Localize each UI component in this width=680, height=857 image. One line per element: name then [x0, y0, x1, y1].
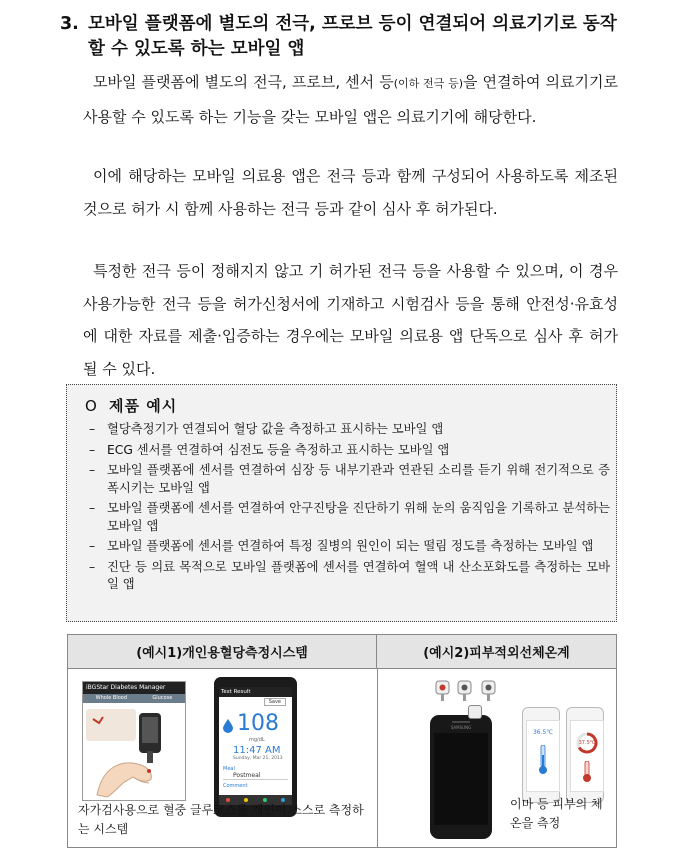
dash-marker: –	[89, 442, 96, 457]
dash-marker: –	[89, 463, 96, 477]
app1-titlebar	[83, 682, 185, 694]
example-item	[85, 500, 610, 535]
paragraph-1-text-end: 을 연결하여 의료기기로 사용할 수 있도록 하는 기능을 갖는 모바일 앱은 의료기기에 해당한다.	[83, 73, 618, 126]
dash-marker: –	[89, 422, 96, 436]
samsung-phone	[430, 715, 492, 839]
thermometer-caption: 이마 등 피부의 체온을 측정	[510, 797, 603, 830]
example-item-text: ECG 센서를 연결하여 심전도 등을 측정하고 표시하는 모바일 앱	[107, 442, 450, 457]
paragraph-2-text: 이에 해당하는 모바일 의료용 앱은 전극 등과 함께 구성되어 사용하도록 제조된 것으로 허가 시 함께 사용하는 전극 등과 같이 심사 후 허가된다.	[83, 167, 618, 218]
temp-screen-2	[570, 720, 604, 792]
examples-title-text: 제품 예시	[109, 397, 178, 415]
dash-marker: –	[89, 501, 96, 515]
thermometer-icon	[582, 761, 592, 783]
thermometer-probes-illustration	[434, 675, 504, 705]
figure-divider	[377, 669, 378, 847]
app1-tab-bar	[83, 694, 185, 703]
paragraph-1	[83, 66, 618, 133]
dash-marker: –	[89, 559, 96, 574]
example-item	[85, 421, 610, 439]
figure-table	[67, 634, 617, 848]
paragraph-3-text: 특정한 전극 등이 정해지지 않고 기 허가된 전극 등을 사용할 수 있으며, 이 경우 사용가능한 전극 등을 허가신청서에 기재하고 시험검사 등을 통해 안전성·유효성에 대한 자료를 제출·입증하는 경우에는 모바일 의료용 앱 단독으로 심사 후 허가 될 수 있다.	[83, 262, 618, 378]
example-item-text: 모바일 플랫폼에 센서를 연결하여 심장 등 내부기관과 연관된 소리를 듣기 위해 전기적으로 증폭시키는 모바일 앱	[107, 463, 610, 495]
meal-value: Postmeal	[223, 772, 288, 780]
phone-speaker	[452, 721, 470, 723]
phone-brand: SAMSUNG	[450, 725, 472, 730]
thermometer-icon	[538, 745, 548, 775]
figure-heading-glucose: (예시1)개인용혈당측정시스템	[68, 635, 377, 669]
glucose-result-phone	[214, 677, 297, 817]
paragraph-1-note: (이하 전극 등)	[393, 77, 463, 90]
temp-phone-1	[522, 707, 560, 803]
section-heading	[60, 12, 620, 62]
app1-tab: Glucose	[152, 695, 173, 701]
example-item	[85, 462, 610, 497]
paragraph-3	[83, 255, 618, 385]
blood-drop-icon	[223, 719, 233, 733]
examples-title	[85, 395, 177, 416]
result-header	[219, 687, 292, 697]
result-save-row	[219, 697, 292, 707]
temp-reading-2: 37.5℃	[578, 740, 596, 746]
hand-with-meter-illustration	[83, 703, 185, 799]
example-item	[85, 538, 610, 556]
examples-bullet: O	[85, 397, 98, 415]
result-value-row	[219, 707, 292, 737]
samsung-screen	[434, 733, 488, 825]
example-item-text: 혈당측정기가 연결되어 혈당 값을 측정하고 표시하는 모바일 앱	[107, 422, 444, 436]
example-item-text: 진단 등 의료 목적으로 모바일 플랫폼에 센서를 연결하여 혈액 내 산소포화도를 측정하는 모바일 앱	[107, 559, 610, 591]
figure-heading-thermometer: (예시2)피부적외선체온계	[377, 635, 616, 669]
temp-reading-1: 36.5℃	[532, 729, 554, 736]
example-item-text: 모바일 플랫폼에 센서를 연결하여 특정 질병의 원인이 되는 떨림 정도를 측정하는 모바일 앱	[107, 539, 594, 553]
dash-marker: –	[89, 539, 96, 553]
paragraph-1-text: 모바일 플랫폼에 별도의 전극, 프로브, 센서 등	[93, 73, 394, 91]
examples-list	[85, 421, 610, 597]
glucose-result-screen	[219, 687, 292, 805]
glucose-value: 108	[237, 711, 279, 736]
glucose-caption: 자가검사용으로 혈중 글루코스를 개인이 스스로 측정하는 시스템	[78, 803, 364, 836]
probe-attached	[468, 705, 482, 719]
paragraph-2	[83, 160, 618, 225]
section-title: 모바일 플랫폼에 별도의 전극, 프로브 등이 연결되어 의료기기로 동작할 수 있도록 하는 모바일 앱	[88, 14, 617, 59]
app1-tab: Whole Blood	[95, 695, 128, 701]
glucose-app-illustration	[82, 681, 186, 801]
temp-screen-1	[526, 720, 560, 792]
result-title: Test Result	[221, 689, 251, 695]
temp-phone-2	[566, 707, 604, 803]
example-item	[85, 559, 610, 594]
comment-label: Comment	[223, 783, 248, 789]
example-item-text: 모바일 플랫폼에 센서를 연결하여 안구진탕을 진단하기 위해 눈의 움직임을 기록하고 분석하는 모바일 앱	[107, 501, 610, 533]
result-save-button[interactable]: Save	[264, 698, 286, 706]
glucose-unit: mg/dL	[249, 737, 265, 743]
meal-label: Meal	[223, 766, 235, 772]
result-date: Sunday, Mar 21, 2013	[233, 756, 283, 761]
example-item	[85, 442, 610, 460]
product-examples-box	[66, 384, 617, 622]
app1-title: iBGStar Diabetes Manager	[86, 684, 166, 691]
section-number: 3.	[60, 14, 79, 34]
result-time: 11:47 AM	[233, 745, 281, 756]
